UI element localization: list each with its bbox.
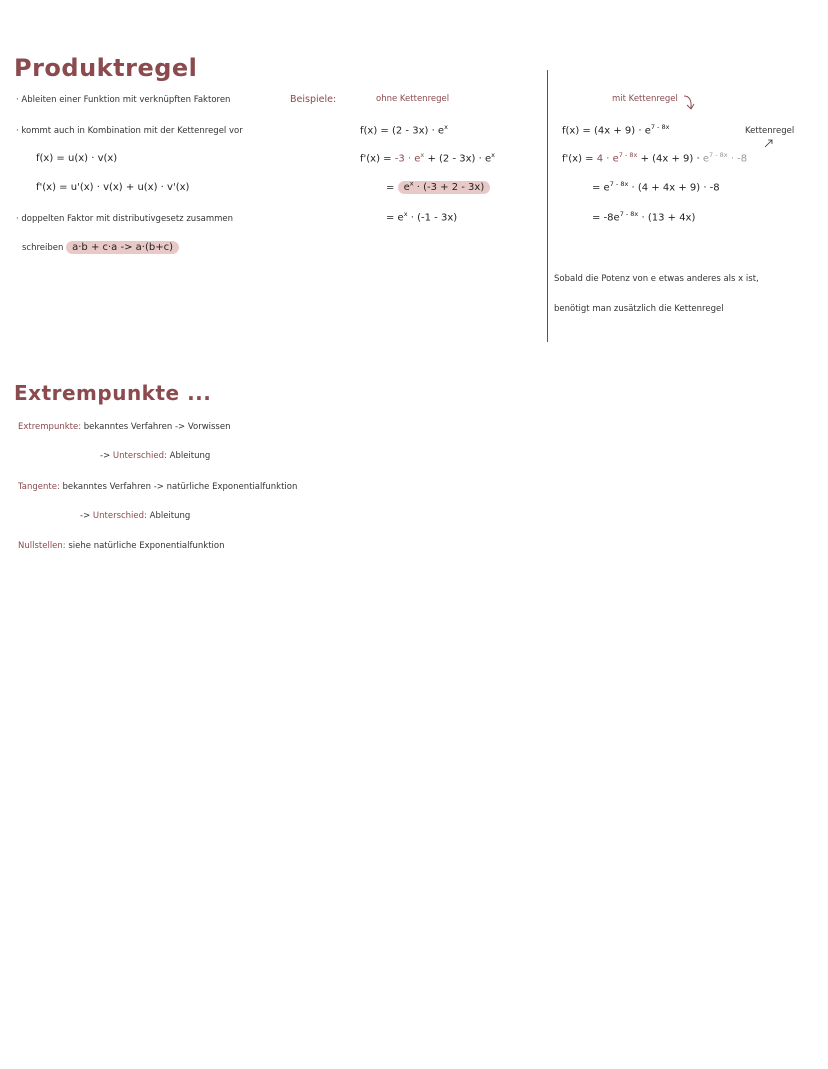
tangente-unterschied-label: Unterschied: xyxy=(92,511,147,521)
mit-note-2: benötigt man zusätzlich die Kettenregel xyxy=(554,304,724,314)
extrempunkte-row-1 xyxy=(18,422,230,432)
extrempunkte-row-1-label: Extrempunkte: xyxy=(18,422,82,432)
ohne-line-3-b-sup: x xyxy=(409,180,414,188)
mit-line-2-a: f'(x) = xyxy=(562,153,597,165)
column-divider xyxy=(547,70,548,342)
ohne-line-4-b: · (-1 - 3x) xyxy=(407,212,458,224)
ohne-line-4-sup: x xyxy=(403,210,408,218)
ohne-line-2-a: f'(x) = xyxy=(360,153,395,165)
ohne-line-1-sup: x xyxy=(444,123,448,131)
mit-line-3 xyxy=(592,180,720,193)
ohne-line-2-b: -3 · e xyxy=(394,153,421,165)
mit-line-1-sup: 7 - 8x xyxy=(650,123,670,131)
extrempunkte-row-2 xyxy=(100,451,210,461)
ohne-line-1-text: f(x) = (2 - 3x) · e xyxy=(360,125,445,137)
mit-line-2-d: e xyxy=(702,153,710,165)
kettenregel-side-label: Kettenregel xyxy=(745,126,795,136)
ohne-line-1 xyxy=(360,123,448,136)
ohne-line-3-a: = xyxy=(386,182,398,194)
produktregel-line-2: · kommt auch in Kombination mit der Kettenregel vor xyxy=(16,126,243,136)
mit-line-4-sup: 7 - 8x xyxy=(619,210,639,218)
extrempunkte-row-2-text: Ableitung xyxy=(169,451,211,461)
nullstellen-text: siehe natürliche Exponentialfunktion xyxy=(68,541,225,551)
extrempunkte-row-2-arrow: -> xyxy=(100,451,111,461)
produktregel-line-1: · Ableiten einer Funktion mit verknüpften Faktoren xyxy=(16,95,231,105)
produktregel-formula-1: f(x) = u(x) · v(x) xyxy=(36,153,118,164)
tangente-unterschied-row xyxy=(80,511,190,521)
ohne-line-2 xyxy=(360,151,495,164)
mit-line-2 xyxy=(562,151,747,164)
ohne-line-4 xyxy=(386,210,457,223)
mit-line-4-a: = -8e xyxy=(592,212,620,224)
tangente-text: bekanntes Verfahren -> natürliche Exponentialfunktion xyxy=(62,482,298,492)
mit-line-1 xyxy=(562,123,669,136)
kettenregel-arrow-icon xyxy=(682,94,698,112)
ohne-kettenregel-heading: ohne Kettenregel xyxy=(376,94,450,104)
ohne-line-4-a: = e xyxy=(386,212,404,224)
mit-line-3-b: · (4 + 4x + 9) · -8 xyxy=(628,182,720,194)
mit-line-2-b-sup: 7 - 8x xyxy=(618,151,638,159)
mit-line-2-e: · -8 xyxy=(727,153,748,165)
extrempunkte-row-1-text: bekanntes Verfahren -> Vorwissen xyxy=(83,422,231,432)
mit-line-4-b: · (13 + 4x) xyxy=(638,212,696,224)
ohne-line-3-b: e xyxy=(403,182,410,194)
produktregel-line-4 xyxy=(22,242,179,253)
produktregel-line-3: · doppelten Faktor mit distributivgesetz zusammen xyxy=(16,214,234,224)
tangente-unterschied-arrow: -> xyxy=(80,511,91,521)
mit-line-4 xyxy=(592,210,695,223)
mit-line-2-c: + (4x + 9) · xyxy=(637,153,703,165)
mit-note-1: Sobald die Potenz von e etwas anderes als x ist, xyxy=(554,274,759,284)
produktregel-formula-2: f'(x) = u'(x) · v(x) + u(x) · v'(x) xyxy=(36,182,190,193)
tangente-row xyxy=(18,482,297,492)
mit-line-3-sup: 7 - 8x xyxy=(609,180,629,188)
distributive-formula: a·b + c·a -> a·(b+c) xyxy=(66,241,179,254)
mit-line-3-a: = e xyxy=(592,182,610,194)
nullstellen-row xyxy=(18,541,224,551)
tangente-unterschied-text: Ableitung xyxy=(149,511,191,521)
ohne-line-2-b-sup: x xyxy=(420,151,425,159)
tangente-label: Tangente: xyxy=(18,482,60,492)
ohne-line-3-c: · (-3 + 2 - 3x) xyxy=(413,182,485,194)
nullstellen-label: Nullstellen: xyxy=(18,541,66,551)
mit-line-1-text: f(x) = (4x + 9) · e xyxy=(562,125,651,137)
side-arrow-icon xyxy=(764,138,774,148)
ohne-line-2-c: + (2 - 3x) · e xyxy=(424,153,492,165)
beispiele-label: Beispiele: xyxy=(290,94,337,105)
ohne-line-3 xyxy=(386,180,490,193)
produktregel-line-4-prefix: schreiben xyxy=(22,243,64,253)
mit-kettenregel-heading: mit Kettenregel xyxy=(612,94,678,104)
ohne-line-2-c-sup: x xyxy=(491,151,495,159)
mit-line-2-b: 4 · e xyxy=(596,153,619,165)
mit-line-2-d-sup: 7 - 8x xyxy=(709,151,728,159)
produktregel-title: Produktregel xyxy=(14,54,198,82)
extrempunkte-title: Extrempunkte ... xyxy=(14,381,212,405)
extrempunkte-row-2-label: Unterschied: xyxy=(112,451,167,461)
